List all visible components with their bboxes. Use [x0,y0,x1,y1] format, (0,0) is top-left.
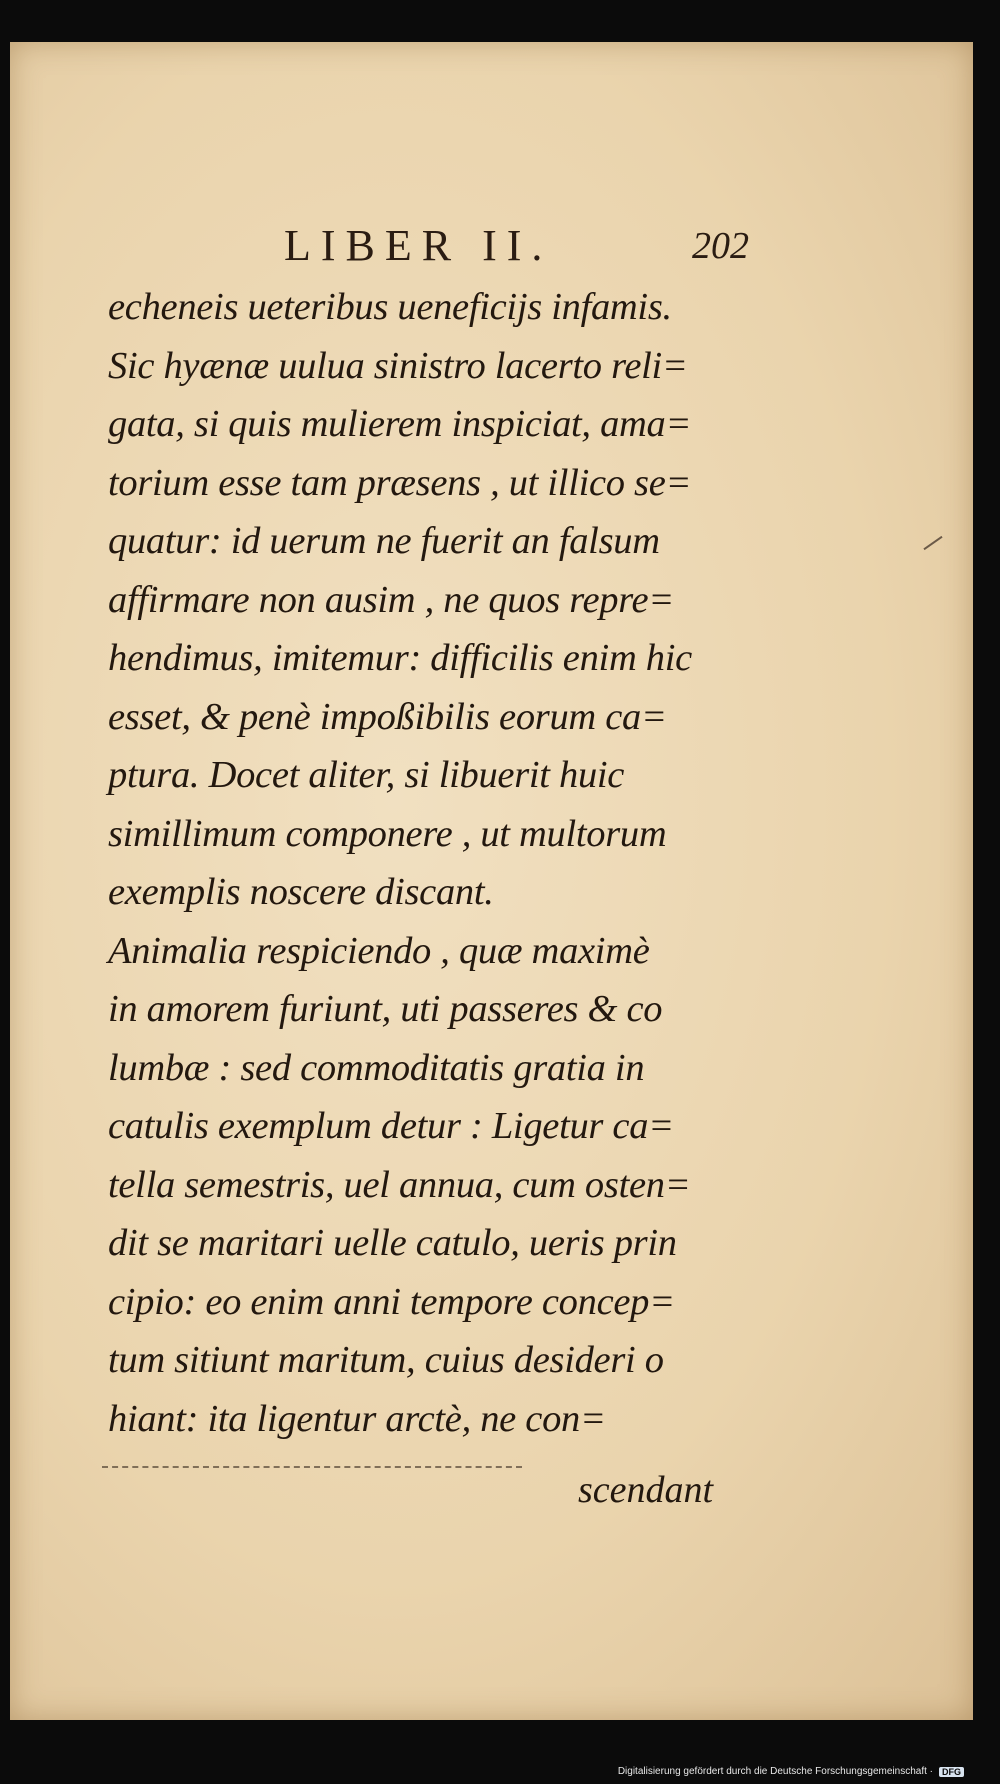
text-line: tum sitiunt maritum, cuius desideri o [108,1339,664,1381]
text-line: gata, si quis mulierem inspiciat, ama= [108,403,692,445]
text-line: dit se maritari uelle catulo, ueris prin [108,1222,677,1264]
book-page [10,42,973,1720]
text-line: echeneis ueteribus ueneficijs infamis. [108,286,672,328]
credit-text: Digitalisierung gefördert durch die Deutsche Forschungsgemeinschaft · [617,1766,933,1777]
underline-marks [102,1460,522,1468]
text-line: esset, & penè impoßibilis eorum ca= [108,695,667,738]
text-line: tella semestris, uel annua, cum osten= [108,1163,691,1206]
catchword: scendant [578,1469,714,1511]
text-line: exemplis noscere discant. [108,871,494,913]
page-number: 202 [692,225,749,267]
text-line: Sic hyænæ uulua sinistro lacerto reli= [108,344,688,387]
text-line: ptura. Docet aliter, si libuerit huic [108,754,625,796]
text-line: catulis exemplum detur : Ligetur ca= [108,1105,674,1147]
text-line: quatur: id uerum ne fuerit an falsum [108,520,660,562]
text-line: affirmare non ausim , ne quos repre= [108,578,674,621]
body-text [108,278,778,1448]
text-line: in amorem furiunt, uti passeres & co [108,988,663,1030]
text-line: lumbæ : sed commoditatis gratia in [108,1046,645,1089]
text-line: torium esse tam præsens , ut illico se= [108,461,692,504]
text-line: simillimum componere , ut multorum [108,812,667,855]
page-header [10,220,973,270]
running-head: LIBER II. [284,221,553,270]
dfg-logo-icon: DFG [939,1767,964,1777]
text-line: hiant: ita ligentur arctè, ne con= [108,1397,606,1440]
text-line: Animalia respiciendo , quæ maximè [108,929,650,972]
digitization-credit [618,1766,964,1777]
text-line: cipio: eo enim anni tempore concep= [108,1280,675,1323]
margin-mark [923,536,942,550]
text-line: hendimus, imitemur: difficilis enim hic [108,637,692,679]
